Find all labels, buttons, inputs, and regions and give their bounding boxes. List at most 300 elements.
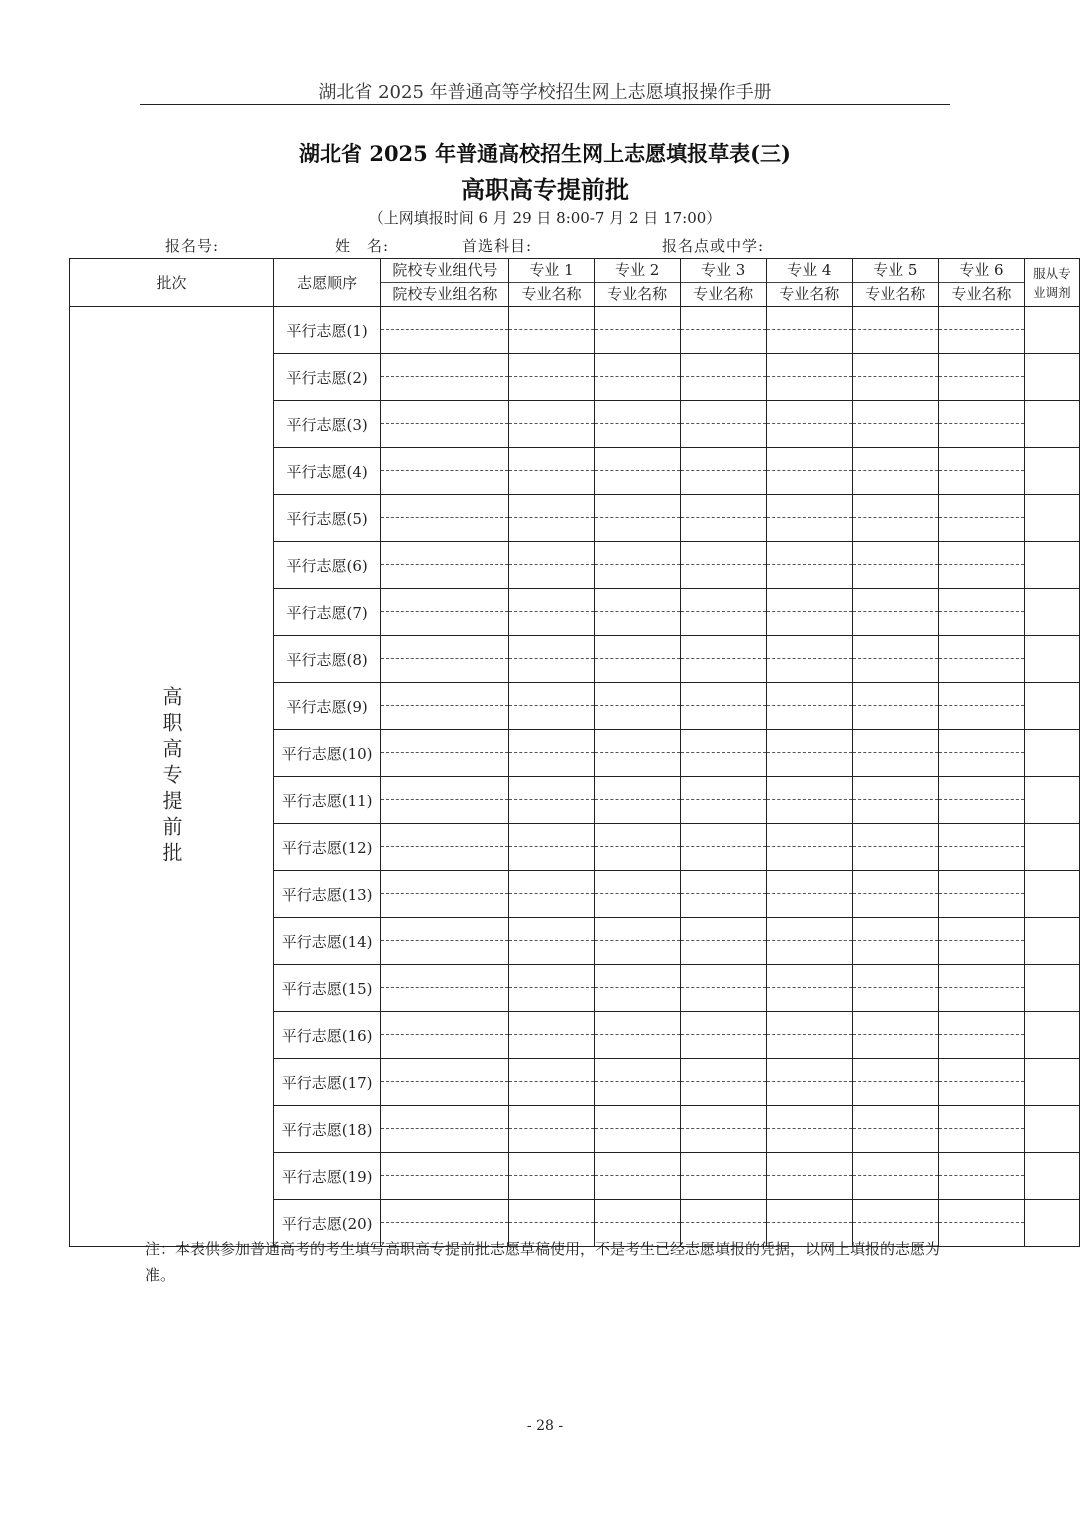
group-input-cell[interactable]: [381, 542, 509, 589]
major-1-input[interactable]: [509, 354, 594, 401]
adjust-input[interactable]: [1024, 542, 1079, 589]
major-4-input[interactable]: [766, 448, 852, 495]
major-4-header: [766, 259, 852, 307]
major-2-input[interactable]: [594, 542, 680, 589]
input-split: [853, 683, 938, 729]
adjust-input[interactable]: [1024, 1200, 1079, 1247]
input-split: [939, 824, 1024, 870]
major-6-input[interactable]: [938, 636, 1024, 683]
input-split: [939, 730, 1024, 776]
input-split: [853, 824, 938, 870]
input-split: [681, 777, 766, 823]
input-split: [509, 307, 593, 353]
major-6-input[interactable]: [938, 918, 1024, 965]
major-4-input[interactable]: [766, 683, 852, 730]
adjust-input[interactable]: [1024, 683, 1079, 730]
major-name-label: 专业名称: [521, 285, 582, 303]
group-input-cell[interactable]: [381, 824, 509, 871]
input-split: [853, 542, 938, 588]
group-header: [381, 259, 509, 307]
input-split: [767, 1012, 852, 1058]
major-1-input[interactable]: [509, 448, 594, 495]
input-split: [681, 1106, 766, 1152]
volunteer-order: 平行志愿(15): [274, 965, 381, 1012]
major-2-input[interactable]: [594, 730, 680, 777]
table-header-row: [70, 259, 1080, 307]
group-input-cell[interactable]: [381, 307, 509, 354]
major-3-input[interactable]: [680, 1059, 766, 1106]
input-split: [381, 730, 508, 776]
major-6-input[interactable]: [938, 1012, 1024, 1059]
major-label: 专业 6: [939, 259, 1024, 283]
major-6-input[interactable]: [938, 824, 1024, 871]
adjust-input[interactable]: [1024, 918, 1079, 965]
input-split: [595, 730, 680, 776]
major-4-input[interactable]: [766, 636, 852, 683]
order-header: 志愿顺序: [274, 259, 381, 307]
input-split: [939, 1059, 1024, 1105]
input-split: [853, 636, 938, 682]
volunteer-order: 平行志愿(1): [274, 307, 381, 354]
major-3-input[interactable]: [680, 542, 766, 589]
input-split: [681, 495, 766, 541]
input-split: [853, 871, 938, 917]
input-split: [381, 589, 508, 635]
major-1-input[interactable]: [509, 871, 594, 918]
major-2-input[interactable]: [594, 1106, 680, 1153]
input-split: [939, 542, 1024, 588]
major-5-input[interactable]: [852, 636, 938, 683]
adjust-input[interactable]: [1024, 824, 1079, 871]
input-split: [509, 1059, 593, 1105]
group-input-cell[interactable]: [381, 871, 509, 918]
major-1-input[interactable]: [509, 965, 594, 1012]
major-5-input[interactable]: [852, 589, 938, 636]
major-2-input[interactable]: [594, 1059, 680, 1106]
adjust-header: [1024, 259, 1079, 307]
adjust-header-line2: 业调剂: [1033, 284, 1071, 300]
input-split: [509, 777, 593, 823]
major-6-input[interactable]: [938, 965, 1024, 1012]
input-split: [767, 730, 852, 776]
input-split: [767, 918, 852, 964]
major-6-input[interactable]: [938, 448, 1024, 495]
major-6-input[interactable]: [938, 871, 1024, 918]
input-split: [509, 965, 593, 1011]
major-2-header: [594, 259, 680, 307]
adjust-input[interactable]: [1024, 730, 1079, 777]
adjust-input[interactable]: [1024, 589, 1079, 636]
major-6-input[interactable]: [938, 777, 1024, 824]
input-split: [595, 401, 680, 447]
volunteer-table: [69, 258, 1080, 1247]
major-6-input[interactable]: [938, 730, 1024, 777]
group-input-cell[interactable]: [381, 401, 509, 448]
major-4-input[interactable]: [766, 777, 852, 824]
input-split: [381, 683, 508, 729]
major-1-header: [509, 259, 594, 307]
input-split: [509, 589, 593, 635]
table-row: [70, 307, 1080, 354]
adjust-input[interactable]: [1024, 1012, 1079, 1059]
adjust-input[interactable]: [1024, 495, 1079, 542]
group-input-cell[interactable]: [381, 1106, 509, 1153]
major-1-input[interactable]: [509, 1012, 594, 1059]
major-4-input[interactable]: [766, 965, 852, 1012]
input-split: [681, 965, 766, 1011]
input-split: [853, 448, 938, 494]
input-split: [381, 1153, 508, 1199]
input-split: [939, 448, 1024, 494]
input-split: [853, 918, 938, 964]
input-split: [509, 1012, 593, 1058]
input-split: [767, 871, 852, 917]
input-split: [381, 495, 508, 541]
major-2-input[interactable]: [594, 589, 680, 636]
input-split: [681, 871, 766, 917]
volunteer-order: 平行志愿(17): [274, 1059, 381, 1106]
input-split: [853, 777, 938, 823]
input-split: [767, 354, 852, 400]
major-2-input[interactable]: [594, 448, 680, 495]
major-label: 专业 2: [595, 259, 680, 283]
major-5-input[interactable]: [852, 683, 938, 730]
volunteer-order: 平行志愿(20): [274, 1200, 381, 1247]
input-split: [509, 542, 593, 588]
adjust-input[interactable]: [1024, 965, 1079, 1012]
major-3-input[interactable]: [680, 589, 766, 636]
adjust-input[interactable]: [1024, 1153, 1079, 1200]
major-1-input[interactable]: [509, 683, 594, 730]
major-4-input[interactable]: [766, 542, 852, 589]
major-6-input[interactable]: [938, 495, 1024, 542]
major-5-input[interactable]: [852, 1059, 938, 1106]
major-3-input[interactable]: [680, 401, 766, 448]
major-3-input[interactable]: [680, 307, 766, 354]
major-2-input[interactable]: [594, 965, 680, 1012]
major-3-input[interactable]: [680, 871, 766, 918]
major-3-input[interactable]: [680, 1106, 766, 1153]
group-input-cell[interactable]: [381, 918, 509, 965]
input-split: [681, 354, 766, 400]
input-split: [595, 354, 680, 400]
input-split: [853, 1106, 938, 1152]
batch-label: 高职高专提前批: [159, 685, 183, 868]
input-split: [853, 401, 938, 447]
major-3-input[interactable]: [680, 730, 766, 777]
major-2-input[interactable]: [594, 871, 680, 918]
subject-label: 首选科目:: [462, 237, 533, 255]
major-1-input[interactable]: [509, 777, 594, 824]
major-3-input[interactable]: [680, 1153, 766, 1200]
major-4-input[interactable]: [766, 730, 852, 777]
volunteer-order: 平行志愿(6): [274, 542, 381, 589]
input-split: [595, 777, 680, 823]
adjust-input[interactable]: [1024, 307, 1079, 354]
major-4-input[interactable]: [766, 1012, 852, 1059]
input-split: [509, 1106, 593, 1152]
major-5-input[interactable]: [852, 824, 938, 871]
input-split: [853, 354, 938, 400]
major-4-input[interactable]: [766, 1106, 852, 1153]
input-split: [595, 824, 680, 870]
major-3-input[interactable]: [680, 918, 766, 965]
major-label: 专业 5: [853, 259, 938, 283]
input-split: [767, 1106, 852, 1152]
footnote: 注：本表供参加普通高考的考生填写高职高专提前批志愿草稿使用，不是考生已经志愿填报的凭据，以网上填报的志愿为准。: [145, 1240, 941, 1284]
major-name-label: 专业名称: [693, 285, 754, 303]
major-3-input[interactable]: [680, 824, 766, 871]
major-label: 专业 1: [509, 259, 593, 283]
major-5-input[interactable]: [852, 401, 938, 448]
major-1-input[interactable]: [509, 542, 594, 589]
input-split: [853, 1153, 938, 1199]
major-2-input[interactable]: [594, 636, 680, 683]
volunteer-order: 平行志愿(9): [274, 683, 381, 730]
major-6-input[interactable]: [938, 1106, 1024, 1153]
input-split: [509, 824, 593, 870]
major-4-input[interactable]: [766, 1153, 852, 1200]
input-split: [595, 1012, 680, 1058]
form-subtitle: 高职高专提前批: [461, 175, 629, 204]
input-split: [681, 683, 766, 729]
input-split: [595, 683, 680, 729]
adjust-input[interactable]: [1024, 871, 1079, 918]
input-split: [767, 777, 852, 823]
group-input-cell[interactable]: [381, 730, 509, 777]
major-5-input[interactable]: [852, 495, 938, 542]
input-split: [381, 918, 508, 964]
volunteer-order: 平行志愿(18): [274, 1106, 381, 1153]
major-4-input[interactable]: [766, 401, 852, 448]
major-label: 专业 4: [767, 259, 852, 283]
input-split: [381, 448, 508, 494]
volunteer-order: 平行志愿(2): [274, 354, 381, 401]
group-input-cell[interactable]: [381, 1153, 509, 1200]
major-5-input[interactable]: [852, 307, 938, 354]
input-split: [681, 401, 766, 447]
input-split: [381, 354, 508, 400]
major-5-input[interactable]: [852, 354, 938, 401]
major-5-input[interactable]: [852, 918, 938, 965]
input-split: [681, 730, 766, 776]
major-3-input[interactable]: [680, 777, 766, 824]
input-split: [381, 777, 508, 823]
input-split: [853, 730, 938, 776]
major-6-input[interactable]: [938, 589, 1024, 636]
major-2-input[interactable]: [594, 777, 680, 824]
major-3-input[interactable]: [680, 1012, 766, 1059]
major-3-input[interactable]: [680, 448, 766, 495]
page-header: 湖北省 2025 年普通高等学校招生网上志愿填报操作手册: [318, 82, 772, 103]
adjust-input[interactable]: [1024, 354, 1079, 401]
input-split: [767, 307, 852, 353]
major-5-input[interactable]: [852, 777, 938, 824]
major-6-input[interactable]: [938, 354, 1024, 401]
volunteer-order: 平行志愿(4): [274, 448, 381, 495]
group-input-cell[interactable]: [381, 1059, 509, 1106]
adjust-input[interactable]: [1024, 636, 1079, 683]
input-split: [509, 448, 593, 494]
input-split: [381, 824, 508, 870]
name-label: 姓 名:: [335, 237, 390, 255]
input-split: [939, 871, 1024, 917]
major-3-input[interactable]: [680, 636, 766, 683]
major-6-input[interactable]: [938, 542, 1024, 589]
major-3-input[interactable]: [680, 965, 766, 1012]
major-5-input[interactable]: [852, 871, 938, 918]
input-split: [853, 1012, 938, 1058]
input-split: [595, 1059, 680, 1105]
major-4-input[interactable]: [766, 1059, 852, 1106]
major-name-label: 专业名称: [865, 285, 926, 303]
major-2-input[interactable]: [594, 918, 680, 965]
major-4-input[interactable]: [766, 824, 852, 871]
input-split: [381, 1059, 508, 1105]
input-split: [853, 589, 938, 635]
group-input-cell[interactable]: [381, 636, 509, 683]
group-input-cell[interactable]: [381, 589, 509, 636]
form-title: 湖北省 2025 年普通高校招生网上志愿填报草表(三): [299, 141, 791, 166]
major-6-input[interactable]: [938, 401, 1024, 448]
group-input-cell[interactable]: [381, 965, 509, 1012]
input-split: [681, 824, 766, 870]
input-split: [509, 871, 593, 917]
major-5-input[interactable]: [852, 448, 938, 495]
major-3-input[interactable]: [680, 354, 766, 401]
input-split: [939, 354, 1024, 400]
input-split: [681, 1012, 766, 1058]
major-1-input[interactable]: [509, 636, 594, 683]
input-split: [595, 636, 680, 682]
major-5-input[interactable]: [852, 1153, 938, 1200]
major-4-input[interactable]: [766, 354, 852, 401]
major-2-input[interactable]: [594, 683, 680, 730]
input-split: [681, 589, 766, 635]
input-split: [381, 307, 508, 353]
input-split: [767, 636, 852, 682]
input-split: [681, 636, 766, 682]
major-4-input[interactable]: [766, 918, 852, 965]
major-4-input[interactable]: [766, 307, 852, 354]
major-1-input[interactable]: [509, 1106, 594, 1153]
major-3-input[interactable]: [680, 495, 766, 542]
group-input-cell[interactable]: [381, 1012, 509, 1059]
major-2-input[interactable]: [594, 401, 680, 448]
input-split: [595, 1153, 680, 1199]
input-split: [681, 307, 766, 353]
input-split: [595, 1106, 680, 1152]
major-1-input[interactable]: [509, 589, 594, 636]
major-1-input[interactable]: [509, 495, 594, 542]
major-6-input[interactable]: [938, 1059, 1024, 1106]
major-1-input[interactable]: [509, 918, 594, 965]
input-split: [681, 542, 766, 588]
group-input-cell[interactable]: [381, 495, 509, 542]
group-input-cell[interactable]: [381, 354, 509, 401]
major-6-input[interactable]: [938, 683, 1024, 730]
adjust-input[interactable]: [1024, 1059, 1079, 1106]
group-code-header: 院校专业组代号: [381, 259, 508, 283]
major-1-input[interactable]: [509, 1153, 594, 1200]
batch-cell: [70, 307, 274, 1247]
fill-time: （上网填报时间 6 月 29 日 8:00-7 月 2 日 17:00）: [368, 209, 722, 227]
input-split: [595, 542, 680, 588]
input-split: [381, 1106, 508, 1152]
group-input-cell[interactable]: [381, 448, 509, 495]
volunteer-order: 平行志愿(16): [274, 1012, 381, 1059]
input-split: [853, 495, 938, 541]
major-4-input[interactable]: [766, 589, 852, 636]
input-split: [939, 589, 1024, 635]
input-split: [939, 495, 1024, 541]
major-2-input[interactable]: [594, 354, 680, 401]
major-label: 专业 3: [681, 259, 766, 283]
major-6-input[interactable]: [938, 1153, 1024, 1200]
input-split: [853, 307, 938, 353]
adjust-input[interactable]: [1024, 401, 1079, 448]
batch-header: 批次: [70, 259, 274, 307]
major-5-input[interactable]: [852, 730, 938, 777]
major-5-input[interactable]: [852, 1106, 938, 1153]
input-split: [767, 542, 852, 588]
volunteer-order: 平行志愿(8): [274, 636, 381, 683]
input-split: [939, 307, 1024, 353]
volunteer-order: 平行志愿(7): [274, 589, 381, 636]
input-split: [767, 448, 852, 494]
input-split: [853, 965, 938, 1011]
input-split: [595, 918, 680, 964]
major-1-input[interactable]: [509, 307, 594, 354]
major-2-input[interactable]: [594, 1153, 680, 1200]
major-6-input[interactable]: [938, 307, 1024, 354]
input-split: [681, 1153, 766, 1199]
input-split: [381, 1012, 508, 1058]
major-2-input[interactable]: [594, 495, 680, 542]
input-split: [939, 1153, 1024, 1199]
group-input-cell[interactable]: [381, 777, 509, 824]
page-number: - 28 -: [526, 1418, 564, 1434]
input-split: [681, 448, 766, 494]
input-split: [381, 542, 508, 588]
major-5-input[interactable]: [852, 1012, 938, 1059]
major-1-input[interactable]: [509, 824, 594, 871]
adjust-header-line1: 服从专: [1033, 265, 1071, 281]
adjust-input[interactable]: [1024, 1106, 1079, 1153]
volunteer-order: 平行志愿(13): [274, 871, 381, 918]
major-4-input[interactable]: [766, 871, 852, 918]
input-split: [767, 965, 852, 1011]
input-split: [767, 1059, 852, 1105]
major-5-input[interactable]: [852, 965, 938, 1012]
major-2-input[interactable]: [594, 824, 680, 871]
major-3-input[interactable]: [680, 683, 766, 730]
volunteer-order: 平行志愿(12): [274, 824, 381, 871]
adjust-input[interactable]: [1024, 448, 1079, 495]
header-rule: [140, 104, 950, 105]
group-input-cell[interactable]: [381, 683, 509, 730]
major-2-input[interactable]: [594, 1012, 680, 1059]
major-1-input[interactable]: [509, 1059, 594, 1106]
adjust-input[interactable]: [1024, 777, 1079, 824]
major-1-input[interactable]: [509, 401, 594, 448]
major-5-input[interactable]: [852, 542, 938, 589]
input-split: [381, 636, 508, 682]
input-split: [767, 589, 852, 635]
major-2-input[interactable]: [594, 307, 680, 354]
major-4-input[interactable]: [766, 495, 852, 542]
major-1-input[interactable]: [509, 730, 594, 777]
